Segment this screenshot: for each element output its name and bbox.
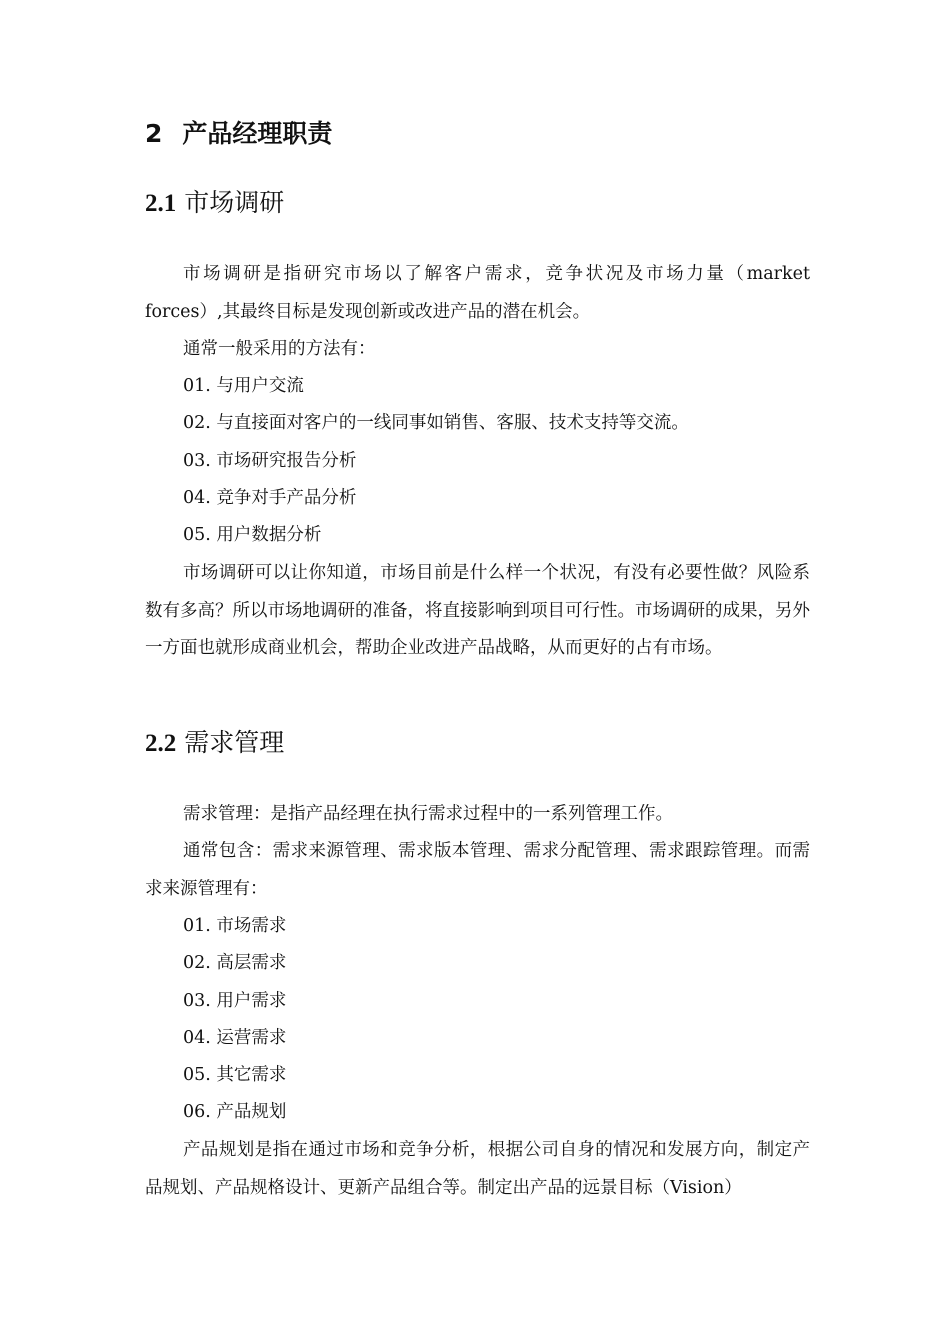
list-item: 01. 市场需求 (183, 916, 287, 936)
section-heading-requirements (145, 727, 284, 760)
list-item: 04. 竞争对手产品分析 (183, 488, 357, 508)
list-item: 05. 其它需求 (183, 1065, 287, 1085)
chapter-heading (145, 118, 332, 150)
paragraph-market-definition: 市场调研是指研究市场以了解客户需求，竞争状况及市场力量（market forces）,其最终目标是发现创新或改进产品的潜在机会。 (145, 264, 810, 322)
list-item: 02. 与直接面对客户的一线同事如销售、客服、技术支持等交流。 (183, 413, 689, 433)
section-title: 需求管理 (184, 728, 285, 757)
paragraph-req-includes: 通常包含：需求来源管理、需求版本管理、需求分配管理、需求跟踪管理。而需求来源管理有： (145, 841, 810, 899)
section-number: 2.1 (145, 190, 177, 217)
list-item: 06. 产品规划 (183, 1102, 287, 1122)
paragraph-methods-intro: 通常一般采用的方法有： (183, 339, 376, 359)
chapter-title: 产品经理职责 (182, 119, 333, 148)
paragraph-req-definition: 需求管理：是指产品经理在执行需求过程中的一系列管理工作。 (183, 804, 673, 824)
chapter-number: 2 (145, 119, 163, 148)
list-item: 05. 用户数据分析 (183, 525, 322, 545)
section-title: 市场调研 (184, 188, 285, 217)
section-number: 2.2 (145, 730, 177, 757)
section-heading-market-research (145, 187, 284, 220)
paragraph-product-planning: 产品规划是指在通过市场和竞争分析，根据公司自身的情况和发展方向，制定产品规划、产品规格设计、更新产品组合等。制定出产品的远景目标（Vision） (145, 1140, 810, 1198)
list-item: 02. 高层需求 (183, 953, 287, 973)
paragraph-market-value: 市场调研可以让你知道，市场目前是什么样一个状况，有没有必要性做？风险系数有多高？所以市场地调研的准备，将直接影响到项目可行性。市场调研的成果，另外一方面也就形成商业机会，帮助企业改进产品战略，从而更好的占有市场。 (145, 563, 810, 658)
list-item: 03. 用户需求 (183, 991, 287, 1011)
list-item: 04. 运营需求 (183, 1028, 287, 1048)
list-item: 03. 市场研究报告分析 (183, 451, 357, 471)
list-item: 01. 与用户交流 (183, 376, 304, 396)
